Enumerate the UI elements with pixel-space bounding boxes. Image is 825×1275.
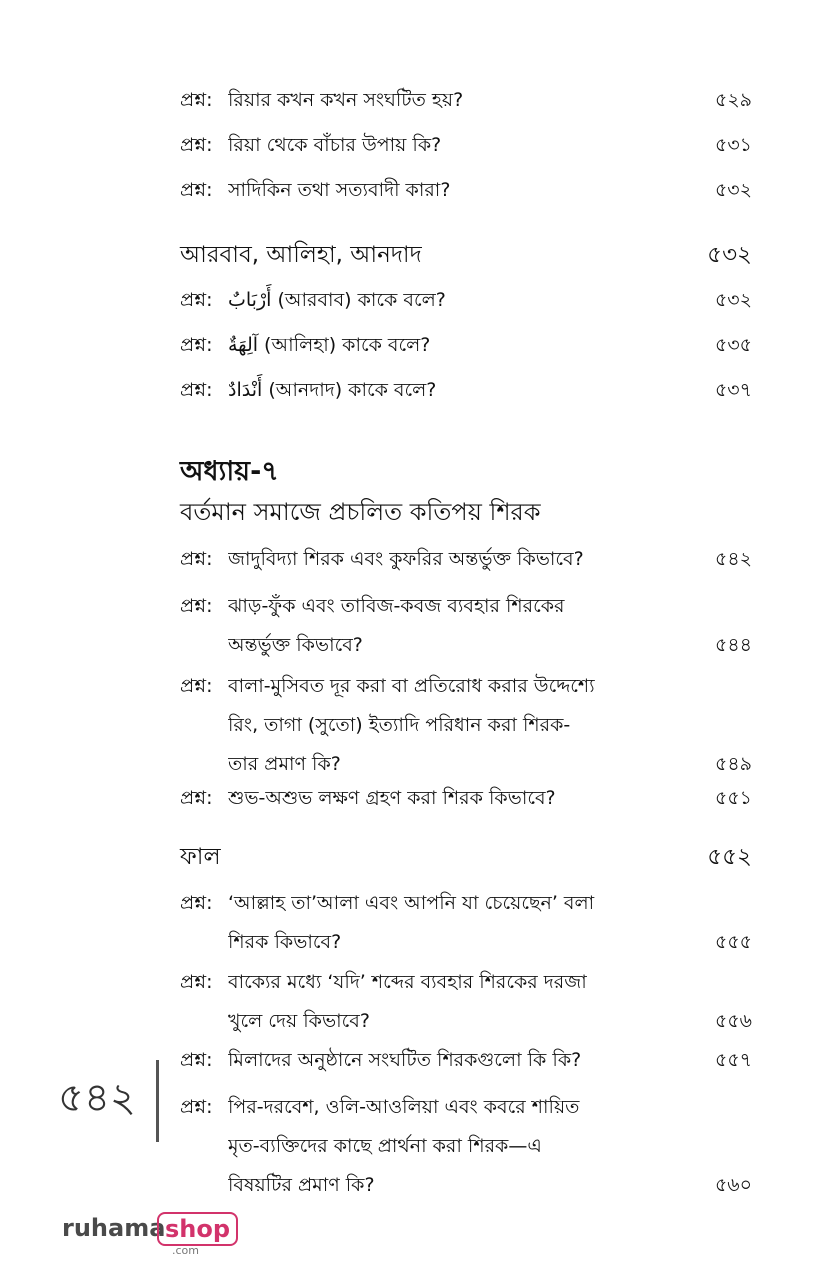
toc-entry-text: বিষয়টির প্রমাণ কি?: [228, 1174, 375, 1196]
page-number: ৫৩৭: [714, 379, 752, 401]
toc-entry-text: মিলাদের অনুষ্ঠানে সংঘটিত শিরকগুলো কি কি?: [228, 1049, 582, 1071]
question-label: প্রশ্ন:: [180, 334, 213, 356]
toc-entry-text: ‘আল্লাহ তা’আলা এবং আপনি যা চেয়েছেন’ বলা: [228, 892, 595, 914]
toc-entry: [180, 372, 752, 411]
logo-com-text: .com: [172, 1244, 199, 1257]
question-label: প্রশ্ন:: [180, 892, 213, 914]
toc-entry-text: পির-দরবেশ, ওলি-আওলিয়া এবং কবরে শায়িত: [228, 1096, 580, 1118]
toc-entry-text: রিয়া থেকে বাঁচার উপায় কি?: [228, 134, 442, 156]
logo-shop-badge: shop: [157, 1212, 238, 1246]
toc-entry: [180, 282, 752, 321]
toc-entry-text: শিরক কিভাবে?: [228, 931, 342, 953]
toc-entry: [180, 127, 752, 166]
question-label: প্রশ্ন:: [180, 289, 213, 311]
toc-entry: [180, 82, 752, 121]
toc-entry-text: তার প্রমাণ কি?: [228, 753, 341, 775]
section-heading-arbab: [180, 238, 752, 272]
question-label: প্রশ্ন:: [180, 971, 213, 993]
toc-entry: [180, 588, 752, 666]
page-folio: ৫৪২: [58, 1075, 136, 1121]
question-label: প্রশ্ন:: [180, 134, 213, 156]
toc-entry-text: أَنْدَادٌ (আনদাদ) কাকে বলে?: [228, 379, 437, 401]
section-page-number: ৫৫২: [707, 844, 752, 870]
chapter-subtitle: বর্তমান সমাজে প্রচলিত কতিপয় শিরক: [180, 498, 541, 526]
chapter-title: অধ্যায়-৭: [180, 456, 279, 487]
toc-entry: [180, 780, 752, 819]
toc-entry-text: آلِهَةٌ (আলিহা) কাকে বলে?: [228, 334, 431, 356]
question-label: প্রশ্ন:: [180, 89, 213, 111]
toc-entry: [180, 964, 752, 1042]
section-heading-fal: [180, 840, 752, 874]
page-number: ৫৪২: [714, 548, 752, 570]
question-label: প্রশ্ন:: [180, 548, 213, 570]
page-number: ৫৫৭: [714, 1049, 752, 1071]
question-label: প্রশ্ন:: [180, 1096, 213, 1118]
toc-entry-text: রিয়ার কখন কখন সংঘটিত হয়?: [228, 89, 464, 111]
section-title: ফাল: [180, 844, 221, 870]
toc-entry-text: শুভ-অশুভ লক্ষণ গ্রহণ করা শিরক কিভাবে?: [228, 787, 556, 809]
toc-entry-text: রিং, তাগা (সুতো) ইত্যাদি পরিধান করা শিরক-: [228, 714, 571, 736]
toc-entry-text: বাক্যের মধ্যে ‘যদি’ শব্দের ব্যবহার শিরকের দরজা: [228, 971, 587, 993]
question-label: প্রশ্ন:: [180, 179, 213, 201]
question-label: প্রশ্ন:: [180, 675, 213, 697]
question-label: প্রশ্ন:: [180, 787, 213, 809]
folio-divider: [156, 1060, 159, 1142]
page-number: ৫৫৬: [714, 1010, 752, 1032]
question-label: প্রশ্ন:: [180, 1049, 213, 1071]
section-title: আরবাব, আলিহা, আনদাদ: [180, 242, 422, 268]
toc-entry-text: সাদিকিন তথা সত্যবাদী কারা?: [228, 179, 451, 201]
page-number: ৫২৯: [714, 89, 752, 111]
question-label: প্রশ্ন:: [180, 379, 213, 401]
toc-entry: [180, 1089, 752, 1206]
section-page-number: ৫৩২: [707, 242, 752, 268]
page-number: ৫৪৪: [715, 634, 752, 656]
page-number: ৫৫৫: [715, 931, 752, 953]
toc-entry: [180, 172, 752, 211]
toc-entry-text: জাদুবিদ্যা শিরক এবং কুফরির অন্তর্ভুক্ত কিভাবে?: [228, 548, 584, 570]
question-label: প্রশ্ন:: [180, 595, 213, 617]
page-number: ৫৫১: [715, 787, 752, 809]
toc-entry-text: বালা-মুসিবত দূর করা বা প্রতিরোধ করার উদ্দেশ্যে: [228, 675, 595, 697]
page-number: ৫৬০: [714, 1174, 752, 1196]
page-number: ৫৩২: [714, 289, 752, 311]
toc-entry-text: অন্তর্ভুক্ত কিভাবে?: [228, 634, 363, 656]
page-number: ৫৩১: [714, 134, 752, 156]
toc-entry: [180, 327, 752, 366]
toc-entry-text: খুলে দেয় কিভাবে?: [228, 1010, 370, 1032]
toc-entry-text: ঝাড়-ফুঁক এবং তাবিজ-কবজ ব্যবহার শিরকের: [228, 595, 565, 617]
logo-ruhama-text: ruhama: [62, 1214, 166, 1242]
page-number: ৫৩৫: [714, 334, 752, 356]
toc-entry: [180, 885, 752, 963]
page-number: ৫৪৯: [715, 753, 752, 775]
toc-entry: [180, 541, 752, 580]
page-number: ৫৩২: [714, 179, 752, 201]
toc-entry: [180, 1042, 752, 1081]
toc-entry-text: أَرْبَابٌ (আরবাব) কাকে বলে?: [228, 289, 446, 311]
toc-entry-text: মৃত-ব্যক্তিদের কাছে প্রার্থনা করা শিরক—এ: [228, 1135, 542, 1157]
toc-entry: [180, 668, 752, 785]
